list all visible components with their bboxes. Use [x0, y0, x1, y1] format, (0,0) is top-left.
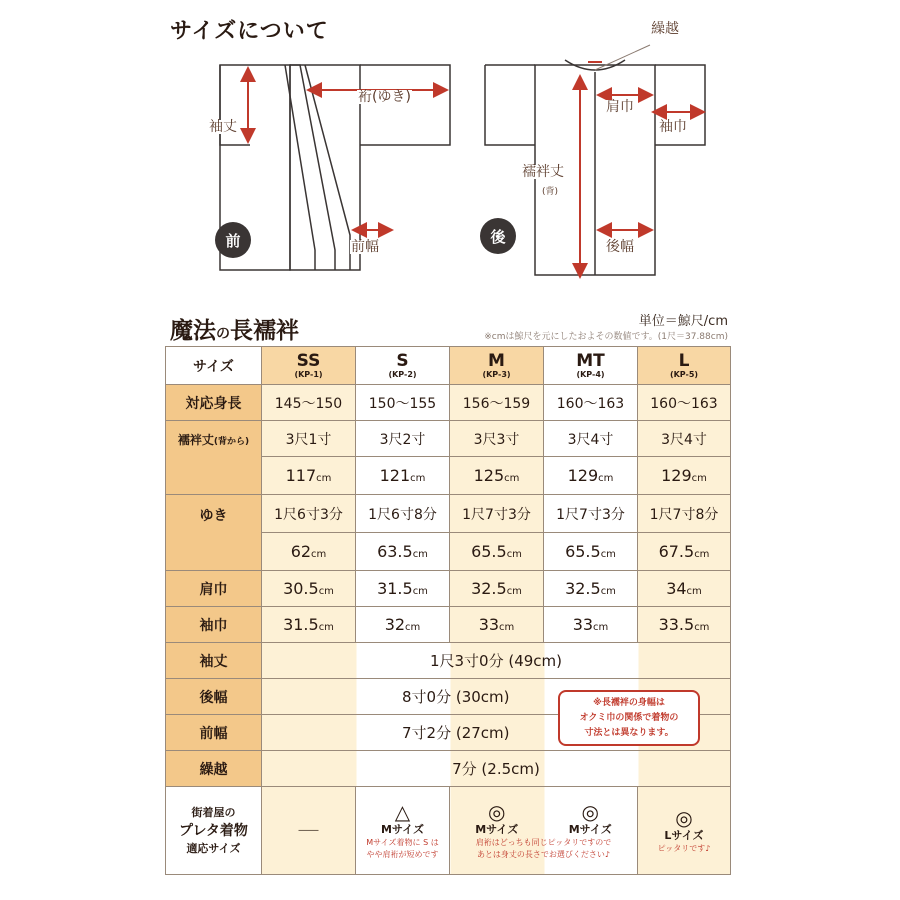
pret-s: △ Mサイズ Mサイズ着物に S は やや肩裄が短めです	[356, 787, 450, 875]
erikoshi-leader	[595, 45, 650, 70]
back-kimono	[485, 60, 705, 275]
cell: 156～159	[450, 385, 544, 421]
cell: 125cm	[450, 457, 544, 495]
cell-erikoshi: 7分 (2.5cm)	[262, 751, 731, 787]
cell: 1尺6寸3分	[262, 495, 356, 533]
cell: 3尺2寸	[356, 421, 450, 457]
pret-l: ◎ Lサイズ ピッタリです♪	[638, 787, 731, 875]
section-title: サイズについて	[170, 18, 329, 44]
cell: 33cm	[450, 607, 544, 643]
cell: 33.5cm	[638, 607, 731, 643]
cell: 121cm	[356, 457, 450, 495]
cell: 63.5cm	[356, 533, 450, 571]
row-label-sodetake: 袖丈	[166, 643, 262, 679]
label-yuki: 裄(ゆき)	[358, 89, 411, 105]
header-size-label: サイズ	[166, 347, 262, 385]
size-mt: MT (KP-4)	[544, 347, 638, 385]
label-sodetake: 袖丈	[209, 119, 237, 135]
front-kimono	[220, 65, 450, 270]
cell: 1尺7寸3分	[544, 495, 638, 533]
row-label-katahaba: 肩巾	[166, 571, 262, 607]
cell: 30.5cm	[262, 571, 356, 607]
size-l: L (KP-5)	[638, 347, 731, 385]
row-juban	[166, 421, 731, 457]
cell: 129cm	[544, 457, 638, 495]
cell: 32cm	[356, 607, 450, 643]
row-katahaba	[166, 571, 731, 607]
table-title: 魔法の長襦袢	[170, 317, 299, 344]
cell: 1尺7寸8分	[638, 495, 731, 533]
size-s: S (KP-2)	[356, 347, 450, 385]
cell: 34cm	[638, 571, 731, 607]
cell: 65.5cm	[544, 533, 638, 571]
size-table	[165, 346, 731, 875]
label-juban-take-sub: (背)	[542, 187, 559, 197]
row-pret	[166, 787, 731, 875]
row-label-height: 対応身長	[166, 385, 262, 421]
back-sleeve-left	[485, 65, 535, 145]
front-badge: 前	[215, 222, 251, 258]
front-sleeve-right	[360, 65, 450, 145]
cell: 160～163	[638, 385, 731, 421]
cell-maehaba: 7寸2分 (27cm)	[262, 715, 731, 751]
unit-label: 単位＝鯨尺/cm	[638, 314, 728, 329]
cell: 62cm	[262, 533, 356, 571]
row-label-juban: 襦袢丈(背から)	[166, 421, 262, 495]
cell: 160～163	[544, 385, 638, 421]
cell: 3尺4寸	[544, 421, 638, 457]
cell: 1尺6寸8分	[356, 495, 450, 533]
row-label-maehaba: 前幅	[166, 715, 262, 751]
row-label-ushirohaba: 後幅	[166, 679, 262, 715]
mihaba-callout: ※長襦袢の身幅は オクミ巾の関係で着物の 寸法とは異なります。	[558, 690, 700, 746]
cell: 3尺1寸	[262, 421, 356, 457]
front-collar-inner	[305, 65, 350, 270]
cell-sodetake: 1尺3寸0分 (49cm)	[262, 643, 731, 679]
cell: 31.5cm	[262, 607, 356, 643]
cm-note: ※cmは鯨尺を元にしたおよその数値です。(1尺＝37.88cm)	[484, 332, 728, 342]
cell: 150～155	[356, 385, 450, 421]
size-ss: SS (KP-1)	[262, 347, 356, 385]
label-sodehaba: 袖巾	[659, 119, 687, 135]
pret-ss: ――	[262, 787, 356, 875]
label-maehaba: 前幅	[351, 239, 379, 255]
cell: 117cm	[262, 457, 356, 495]
cell: 32.5cm	[544, 571, 638, 607]
cell: 67.5cm	[638, 533, 731, 571]
row-erikoshi	[166, 751, 731, 787]
row-yuki	[166, 495, 731, 533]
row-label-sodehaba: 袖巾	[166, 607, 262, 643]
cell: 65.5cm	[450, 533, 544, 571]
cell-ushirohaba: 8寸0分 (30cm)	[262, 679, 731, 715]
cell: 32.5cm	[450, 571, 544, 607]
row-label-yuki: ゆき	[166, 495, 262, 571]
cell: 33cm	[544, 607, 638, 643]
row-sodehaba	[166, 607, 731, 643]
row-height	[166, 385, 731, 421]
back-badge: 後	[480, 218, 516, 254]
cell: 145～150	[262, 385, 356, 421]
row-label-erikoshi: 繰越	[166, 751, 262, 787]
row-label-pret: 街着屋の プレタ着物 適応サイズ	[166, 787, 262, 875]
cell: 1尺7寸3分	[450, 495, 544, 533]
pret-m-mt: ◎ Mサイズ ◎ Mサイズ 肩裄はどっちも同じピッタリですので あとは身丈の長さでお選びください♪	[450, 787, 638, 875]
label-katahaba: 肩巾	[606, 99, 634, 115]
cell: 129cm	[638, 457, 731, 495]
size-m: M (KP-3)	[450, 347, 544, 385]
cell: 31.5cm	[356, 571, 450, 607]
cell: 3尺3寸	[450, 421, 544, 457]
cell: 3尺4寸	[638, 421, 731, 457]
label-ushirohaba: 後幅	[606, 239, 634, 255]
row-sodetake	[166, 643, 731, 679]
table-header-row	[166, 347, 731, 385]
label-juban-take: 襦袢丈	[522, 164, 564, 180]
label-erikoshi: 繰越	[651, 21, 679, 37]
